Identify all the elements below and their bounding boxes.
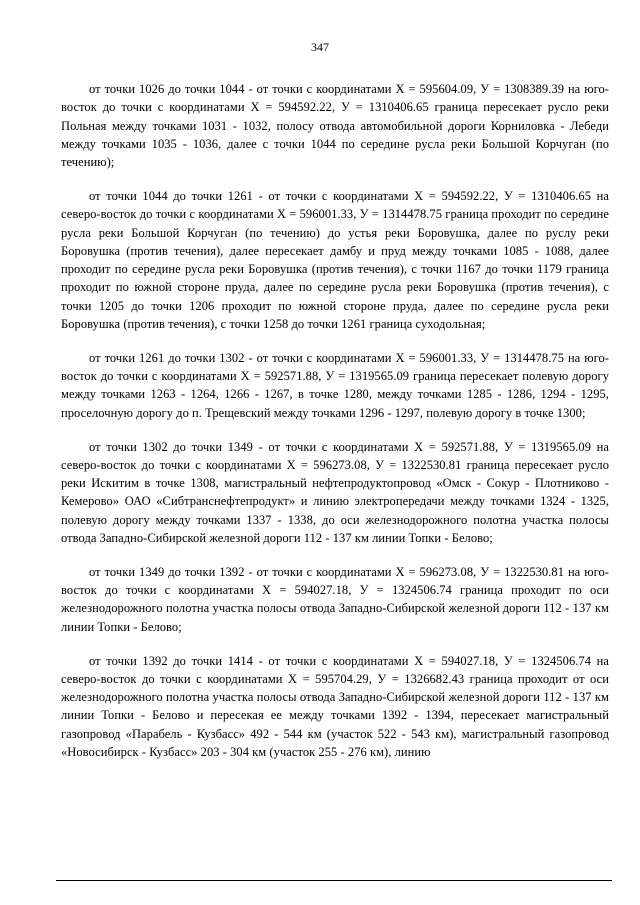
paragraph-segment-1349-1392: от точки 1349 до точки 1392 - от точки с координатами X = 596273.08, У = 1322530.81 на юго-восток до точки с координатами X = 594027.18, У = 1324506.74 граница проходит по оси железнодорожного полотна участка полосы отвода Западно-Сибирской железной дороги 112 - 137 км линии Топки - Белово; <box>61 564 609 634</box>
paragraph-segment-1044-1261: от точки 1044 до точки 1261 - от точки с координатами X = 594592.22, У = 1310406.65 на северо-восток до точки с координатами X = 596001.33, У = 1314478.75 граница проходит по середине русла реки Большой Корчуган (по течению) до устья реки Боровушка, далее по руслу реки Боровушка (против течения), далее пересекает дамбу и пруд между точками 1085 - 1088, далее проходит по середине русла реки Боровушка (против течения), с точки 1167 до точки 1179 граница проходит по южной стороне пруда, далее по середине русла реки Боровушка (против течения), с точки 1205 до точки 1206 проходит по южной стороне пруда, далее по середине русла реки Боровушка (против течения), с точки 1258 до точки 1261 граница суходольная; <box>61 188 609 332</box>
page-number: 347 <box>311 40 329 54</box>
paragraph-segment-1026-1044: от точки 1026 до точки 1044 - от точки с координатами X = 595604.09, У = 1308389.39 на юго-восток до точки с координатами X = 594592.22, У = 1310406.65 граница пересекает русло реки Польная между точками 1031 - 1032, полосу отвода автомобильной дороги Корниловка - Лебеди между точками 1035 - 1036, далее с точки 1044 по середине русла реки Большой Корчуган (по течению); <box>61 82 609 170</box>
document-body <box>61 80 609 777</box>
paragraph-segment-1302-1349: от точки 1302 до точки 1349 - от точки с координатами X = 592571.88, У = 1319565.09 на северо-восток до точки с координатами X = 596273.08, У = 1322530.81 граница пересекает русло реки Искитим в точке 1308, магистральный нефтепродуктопровод «Омск - Сокур - Плотниково - Кемерово» ОАО «Сибтранснефтепродукт» и линию электропередачи между точками 1324 - 1325, полевую дорогу между точками 1337 - 1338, до оси железнодорожного полотна участка полосы отвода Западно-Сибирской железной дороги 112 - 137 км линии Топки - Белово; <box>61 439 609 546</box>
paragraph-segment-1392-1414: от точки 1392 до точки 1414 - от точки с координатами X = 594027.18, У = 1324506.74 на северо-восток до точки с координатами X = 595704.29, У = 1326682.43 граница проходит от оси железнодорожного полотна участка полосы отвода Западно-Сибирской железной дороги 112 - 137 км линии Топки - Белово и пересекая ее между точками 1392 - 1394, пересекает магистральный газопровод «Парабель - Кузбасс» 492 - 544 км (участок 522 - 543 км), магистральный газопровод «Новосибирск - Кузбасс» 203 - 304 км (участок 255 - 276 км), линию <box>61 653 609 759</box>
page-bottom-rule <box>56 880 612 881</box>
paragraph-segment-1261-1302: от точки 1261 до точки 1302 - от точки с координатами X = 596001.33, У = 1314478.75 на юго-восток до точки с координатами X = 592571.88, У = 1319565.09 граница пересекает полевую дорогу между точками 1263 - 1264, 1266 - 1267, в точке 1280, между точками 1285 - 1286, 1294 - 1295, проселочную дорогу до п. Трещевский между точками 1296 - 1297, полевую дорогу в точке 1300; <box>61 350 609 420</box>
